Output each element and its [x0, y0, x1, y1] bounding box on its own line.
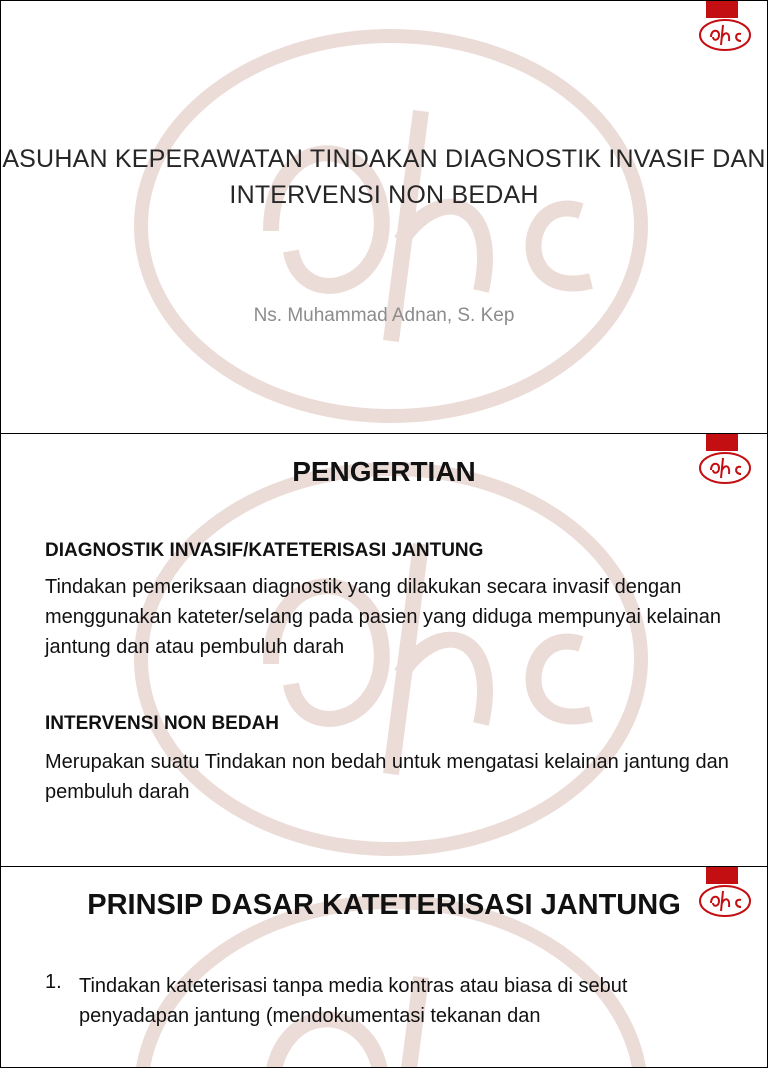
author-name: Ns. Muhammad Adnan, S. Kep [253, 305, 515, 326]
list-item-number: 1. [45, 971, 62, 993]
ihc-logo [697, 1, 753, 55]
section-text-intervensi: Merupakan suatu Tindakan non bedah untuk mengatasi kelainan jantung dan pembuluh darah [45, 751, 729, 803]
slide-heading: PRINSIP DASAR KATETERISASI JANTUNG [87, 889, 681, 921]
definition-slide [0, 433, 768, 867]
title-slide [0, 0, 768, 434]
ihc-logo-icon [697, 13, 753, 53]
slide-heading: PENGERTIAN [292, 456, 476, 487]
section-title-diagnostik: DIAGNOSTIK INVASIF/KATETERISASI JANTUNG [45, 540, 484, 561]
principles-slide [0, 866, 768, 1068]
presentation-title: ASUHAN KEPERAWATAN TINDAKAN DIAGNOSTIK INVASIF DAN INTERVENSI NON BEDAH [2, 145, 766, 209]
section-title-intervensi: INTERVENSI NON BEDAH [45, 713, 280, 734]
section-text-diagnostik: Tindakan pemeriksaan diagnostik yang dilakukan secara invasif dengan menggunakan kateter/selang pada pasien yang diduga mempunyai kelainan jantung dan atau pembuluh darah [45, 576, 722, 658]
watermark-logo [121, 11, 661, 431]
list-item-text: Tindakan kateterisasi tanpa media kontras atau biasa di sebut penyadapan jantung (mendokumentasi tekanan dan [79, 975, 628, 1027]
